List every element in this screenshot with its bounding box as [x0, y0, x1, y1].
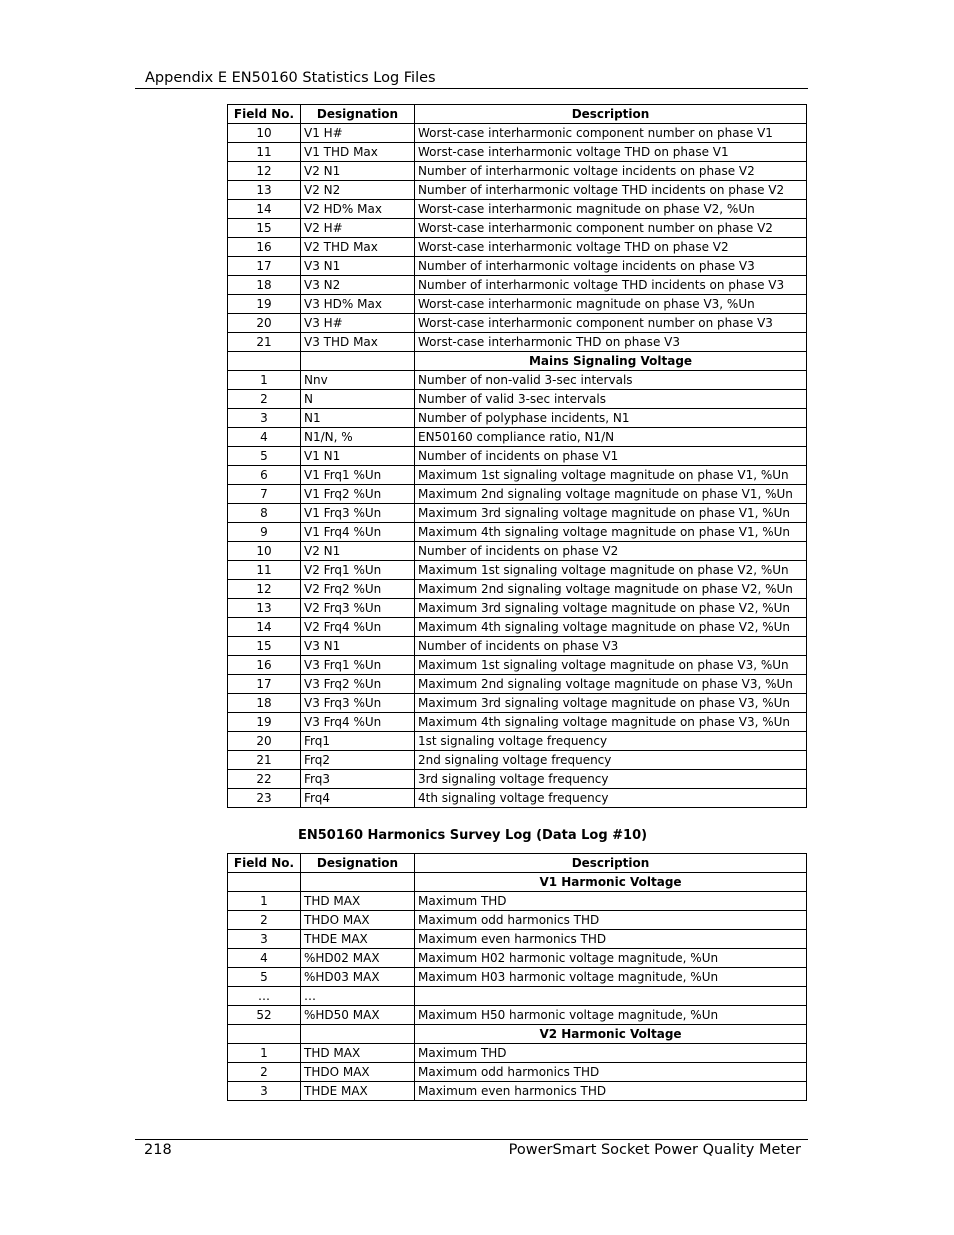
header-title: Appendix E EN50160 Statistics Log Files	[145, 70, 436, 86]
description-cell: Worst-case interharmonic magnitude on phase V3, %Un	[415, 295, 807, 314]
table-row	[228, 892, 807, 911]
designation-cell: THDE MAX	[301, 930, 415, 949]
table-row	[228, 257, 807, 276]
field-no-cell: 6	[228, 466, 301, 485]
field-no-cell: 21	[228, 751, 301, 770]
description-cell: Worst-case interharmonic component number on phase V1	[415, 124, 807, 143]
table-row	[228, 949, 807, 968]
designation-cell: V3 N1	[301, 257, 415, 276]
description-cell: Number of incidents on phase V3	[415, 637, 807, 656]
designation-cell: N1/N, %	[301, 428, 415, 447]
designation-cell: N	[301, 390, 415, 409]
table-row	[228, 466, 807, 485]
table-row	[228, 732, 807, 751]
description-cell: Maximum 3rd signaling voltage magnitude on phase V3, %Un	[415, 694, 807, 713]
field-no-cell: 13	[228, 181, 301, 200]
designation-cell: V1 THD Max	[301, 143, 415, 162]
page-footer	[135, 1139, 808, 1162]
field-no-cell: 5	[228, 968, 301, 987]
designation-cell: THD MAX	[301, 892, 415, 911]
designation-cell: V2 Frq2 %Un	[301, 580, 415, 599]
description-cell: Number of polyphase incidents, N1	[415, 409, 807, 428]
page-header	[135, 68, 808, 89]
section-title: V2 Harmonic Voltage	[415, 1025, 807, 1044]
designation-cell: V1 Frq2 %Un	[301, 485, 415, 504]
table-row	[228, 333, 807, 352]
harmonics-survey-log-table	[227, 853, 807, 1101]
designation-cell: V3 Frq1 %Un	[301, 656, 415, 675]
field-no-cell: 13	[228, 599, 301, 618]
document-title: PowerSmart Socket Power Quality Meter	[508, 1142, 801, 1158]
table-row	[228, 504, 807, 523]
table-header-row	[228, 854, 807, 873]
designation-cell: %HD02 MAX	[301, 949, 415, 968]
field-no-cell: 20	[228, 732, 301, 751]
field-no-cell: 4	[228, 949, 301, 968]
table-row	[228, 599, 807, 618]
section-row	[228, 1025, 807, 1044]
description-cell: EN50160 compliance ratio, N1/N	[415, 428, 807, 447]
description-cell: Worst-case interharmonic THD on phase V3	[415, 333, 807, 352]
table-row	[228, 580, 807, 599]
field-no-cell: 15	[228, 637, 301, 656]
field-no-cell: 1	[228, 371, 301, 390]
field-no-cell: 7	[228, 485, 301, 504]
description-cell: Worst-case interharmonic component number on phase V3	[415, 314, 807, 333]
designation-cell: V3 THD Max	[301, 333, 415, 352]
description-cell: Worst-case interharmonic component number on phase V2	[415, 219, 807, 238]
empty-cell	[301, 1025, 415, 1044]
statistics-log-table	[227, 104, 807, 808]
table-row	[228, 1044, 807, 1063]
designation-cell: Frq2	[301, 751, 415, 770]
table-row	[228, 124, 807, 143]
description-cell: Maximum even harmonics THD	[415, 1082, 807, 1101]
table-row	[228, 770, 807, 789]
designation-cell: V3 HD% Max	[301, 295, 415, 314]
table-row	[228, 656, 807, 675]
field-no-cell: 52	[228, 1006, 301, 1025]
designation-cell: Frq4	[301, 789, 415, 808]
designation-cell: V1 Frq1 %Un	[301, 466, 415, 485]
description-cell: Number of non-valid 3-sec intervals	[415, 371, 807, 390]
designation-cell: V1 H#	[301, 124, 415, 143]
table-row	[228, 219, 807, 238]
designation-cell: V3 Frq2 %Un	[301, 675, 415, 694]
table-row	[228, 162, 807, 181]
designation-cell: V3 Frq4 %Un	[301, 713, 415, 732]
table-row	[228, 694, 807, 713]
designation-cell: THDO MAX	[301, 911, 415, 930]
field-no-cell: 19	[228, 295, 301, 314]
field-no-cell: 2	[228, 1063, 301, 1082]
field-no-cell: 17	[228, 257, 301, 276]
table-row	[228, 238, 807, 257]
description-cell: 3rd signaling voltage frequency	[415, 770, 807, 789]
description-cell: 2nd signaling voltage frequency	[415, 751, 807, 770]
column-header-description: Description	[415, 854, 807, 873]
table-row	[228, 409, 807, 428]
field-no-cell: …	[228, 987, 301, 1006]
designation-cell: V2 Frq1 %Un	[301, 561, 415, 580]
table-row	[228, 561, 807, 580]
designation-cell: V1 N1	[301, 447, 415, 466]
description-cell: Maximum THD	[415, 1044, 807, 1063]
field-no-cell: 18	[228, 276, 301, 295]
description-cell	[415, 987, 807, 1006]
designation-cell: Frq1	[301, 732, 415, 751]
field-no-cell: 18	[228, 694, 301, 713]
field-no-cell: 11	[228, 143, 301, 162]
field-no-cell: 19	[228, 713, 301, 732]
table-row	[228, 713, 807, 732]
designation-cell: V3 H#	[301, 314, 415, 333]
field-no-cell: 16	[228, 238, 301, 257]
table-row	[228, 637, 807, 656]
description-cell: Number of valid 3-sec intervals	[415, 390, 807, 409]
field-no-cell: 11	[228, 561, 301, 580]
designation-cell: V3 Frq3 %Un	[301, 694, 415, 713]
table-row	[228, 276, 807, 295]
table-row	[228, 371, 807, 390]
field-no-cell: 12	[228, 580, 301, 599]
description-cell: 1st signaling voltage frequency	[415, 732, 807, 751]
table-row	[228, 987, 807, 1006]
designation-cell: Nnv	[301, 371, 415, 390]
designation-cell: V2 THD Max	[301, 238, 415, 257]
field-no-cell: 10	[228, 542, 301, 561]
table-header-row	[228, 105, 807, 124]
table-caption: EN50160 Harmonics Survey Log (Data Log #10)	[298, 828, 648, 843]
description-cell: Maximum H03 harmonic voltage magnitude, %Un	[415, 968, 807, 987]
table-row	[228, 1063, 807, 1082]
field-no-cell: 3	[228, 930, 301, 949]
table-row	[228, 485, 807, 504]
description-cell: Number of interharmonic voltage incidents on phase V2	[415, 162, 807, 181]
designation-cell: Frq3	[301, 770, 415, 789]
column-header-designation: Designation	[301, 854, 415, 873]
description-cell: Maximum H02 harmonic voltage magnitude, %Un	[415, 949, 807, 968]
designation-cell: V1 Frq4 %Un	[301, 523, 415, 542]
column-header-field-no: Field No.	[228, 854, 301, 873]
field-no-cell: 14	[228, 618, 301, 637]
table-row	[228, 314, 807, 333]
description-cell: Worst-case interharmonic magnitude on phase V2, %Un	[415, 200, 807, 219]
designation-cell: …	[301, 987, 415, 1006]
description-cell: Maximum 2nd signaling voltage magnitude on phase V3, %Un	[415, 675, 807, 694]
description-cell: Maximum 1st signaling voltage magnitude on phase V3, %Un	[415, 656, 807, 675]
table-row	[228, 675, 807, 694]
field-no-cell: 16	[228, 656, 301, 675]
designation-cell: V2 Frq4 %Un	[301, 618, 415, 637]
designation-cell: V3 N1	[301, 637, 415, 656]
empty-cell	[228, 873, 301, 892]
designation-cell: %HD03 MAX	[301, 968, 415, 987]
empty-cell	[228, 352, 301, 371]
table-row	[228, 143, 807, 162]
designation-cell: V2 H#	[301, 219, 415, 238]
description-cell: Maximum 3rd signaling voltage magnitude on phase V2, %Un	[415, 599, 807, 618]
field-no-cell: 12	[228, 162, 301, 181]
description-cell: Maximum odd harmonics THD	[415, 1063, 807, 1082]
table-row	[228, 618, 807, 637]
page-number: 218	[144, 1142, 172, 1158]
table-row	[228, 428, 807, 447]
description-cell: Maximum 3rd signaling voltage magnitude on phase V1, %Un	[415, 504, 807, 523]
description-cell: 4th signaling voltage frequency	[415, 789, 807, 808]
field-no-cell: 1	[228, 1044, 301, 1063]
field-no-cell: 21	[228, 333, 301, 352]
empty-cell	[301, 352, 415, 371]
field-no-cell: 3	[228, 1082, 301, 1101]
designation-cell: V2 Frq3 %Un	[301, 599, 415, 618]
field-no-cell: 1	[228, 892, 301, 911]
description-cell: Number of interharmonic voltage incidents on phase V3	[415, 257, 807, 276]
designation-cell: THD MAX	[301, 1044, 415, 1063]
field-no-cell: 3	[228, 409, 301, 428]
description-cell: Maximum odd harmonics THD	[415, 911, 807, 930]
designation-cell: V2 HD% Max	[301, 200, 415, 219]
designation-cell: V1 Frq3 %Un	[301, 504, 415, 523]
field-no-cell: 4	[228, 428, 301, 447]
table-row	[228, 789, 807, 808]
table-row	[228, 181, 807, 200]
table-row	[228, 390, 807, 409]
section-row	[228, 352, 807, 371]
empty-cell	[301, 873, 415, 892]
table-row	[228, 542, 807, 561]
table-row	[228, 1006, 807, 1025]
description-cell: Maximum 2nd signaling voltage magnitude on phase V2, %Un	[415, 580, 807, 599]
designation-cell: N1	[301, 409, 415, 428]
column-header-description: Description	[415, 105, 807, 124]
designation-cell: %HD50 MAX	[301, 1006, 415, 1025]
table-row	[228, 911, 807, 930]
field-no-cell: 10	[228, 124, 301, 143]
field-no-cell: 5	[228, 447, 301, 466]
designation-cell: V3 N2	[301, 276, 415, 295]
table-row	[228, 930, 807, 949]
section-title: V1 Harmonic Voltage	[415, 873, 807, 892]
designation-cell: V2 N1	[301, 542, 415, 561]
table-row	[228, 295, 807, 314]
column-header-field-no: Field No.	[228, 105, 301, 124]
designation-cell: THDO MAX	[301, 1063, 415, 1082]
table-row	[228, 200, 807, 219]
designation-cell: V2 N2	[301, 181, 415, 200]
description-cell: Worst-case interharmonic voltage THD on phase V1	[415, 143, 807, 162]
table-row	[228, 523, 807, 542]
empty-cell	[228, 1025, 301, 1044]
description-cell: Number of incidents on phase V1	[415, 447, 807, 466]
description-cell: Worst-case interharmonic voltage THD on phase V2	[415, 238, 807, 257]
field-no-cell: 15	[228, 219, 301, 238]
description-cell: Maximum 4th signaling voltage magnitude on phase V2, %Un	[415, 618, 807, 637]
description-cell: Maximum THD	[415, 892, 807, 911]
description-cell: Maximum 1st signaling voltage magnitude on phase V2, %Un	[415, 561, 807, 580]
column-header-designation: Designation	[301, 105, 415, 124]
field-no-cell: 9	[228, 523, 301, 542]
field-no-cell: 23	[228, 789, 301, 808]
section-title: Mains Signaling Voltage	[415, 352, 807, 371]
description-cell: Number of interharmonic voltage THD incidents on phase V2	[415, 181, 807, 200]
description-cell: Maximum H50 harmonic voltage magnitude, %Un	[415, 1006, 807, 1025]
section-row	[228, 873, 807, 892]
field-no-cell: 14	[228, 200, 301, 219]
description-cell: Maximum 4th signaling voltage magnitude on phase V3, %Un	[415, 713, 807, 732]
description-cell: Maximum 2nd signaling voltage magnitude on phase V1, %Un	[415, 485, 807, 504]
description-cell: Number of interharmonic voltage THD incidents on phase V3	[415, 276, 807, 295]
field-no-cell: 20	[228, 314, 301, 333]
table-row	[228, 751, 807, 770]
description-cell: Maximum 1st signaling voltage magnitude on phase V1, %Un	[415, 466, 807, 485]
description-cell: Maximum 4th signaling voltage magnitude on phase V1, %Un	[415, 523, 807, 542]
table-row	[228, 447, 807, 466]
description-cell: Number of incidents on phase V2	[415, 542, 807, 561]
field-no-cell: 2	[228, 390, 301, 409]
description-cell: Maximum even harmonics THD	[415, 930, 807, 949]
table-row	[228, 1082, 807, 1101]
designation-cell: THDE MAX	[301, 1082, 415, 1101]
field-no-cell: 2	[228, 911, 301, 930]
table-row	[228, 968, 807, 987]
field-no-cell: 17	[228, 675, 301, 694]
designation-cell: V2 N1	[301, 162, 415, 181]
field-no-cell: 22	[228, 770, 301, 789]
field-no-cell: 8	[228, 504, 301, 523]
